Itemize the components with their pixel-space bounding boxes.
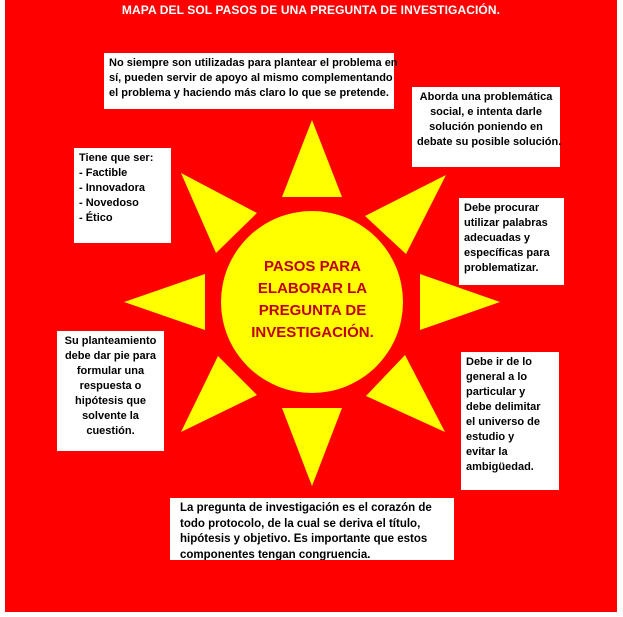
note-line: el universo de [466, 416, 540, 428]
note-box-top [104, 53, 398, 109]
note-line: debe dar pie para [64, 350, 157, 362]
note-box-right-3 [461, 352, 559, 490]
note-line: debe delimitar [466, 401, 541, 413]
center-line: PASOS PARA [264, 258, 361, 275]
note-line: Tiene que ser: [79, 152, 154, 164]
note-line: todo protocolo, de la cual se deriva el título, [180, 517, 421, 530]
center-line: INVESTIGACIÓN. [251, 324, 374, 341]
note-line: evitar la [466, 446, 508, 458]
sun-ray-left [124, 274, 205, 330]
sun-ray-bottom [282, 408, 342, 486]
note-line: - Factible [79, 167, 128, 179]
note-line: Debe procurar [464, 202, 540, 214]
note-line: solución poniendo en [429, 121, 543, 133]
note-box-right-1 [412, 87, 560, 167]
note-line: hipótesis y objetivo. Es importante que estos [180, 533, 428, 545]
note-line: ambigüedad. [466, 461, 534, 473]
note-box-left-2 [57, 331, 164, 451]
note-box-left-1 [74, 148, 171, 243]
sun-center-label [240, 256, 385, 344]
center-line: PREGUNTA DE [258, 302, 367, 319]
note-line: sí, pueden servir de apoyo al mismo complementando [109, 72, 393, 84]
sun-ray-bottom-left [181, 356, 257, 432]
note-line: estudio y [466, 431, 515, 443]
note-line: el problema y haciendo más claro lo que se pretende. [109, 87, 389, 99]
note-line: Debe ir de lo [466, 356, 533, 368]
note-line: específicas para [464, 247, 550, 259]
note-line: No siempre son utilizadas para plantear el problema en [109, 57, 398, 69]
note-box-right-2 [459, 198, 564, 285]
note-line: formular una [76, 365, 145, 377]
sun-ray-top [282, 120, 342, 197]
note-line: - Ético [79, 212, 113, 224]
note-line: debate su posible solución. [417, 136, 562, 148]
note-line: particular y [466, 386, 526, 398]
note-line: - Novedoso [79, 197, 139, 209]
note-line: utilizar palabras [464, 217, 548, 229]
note-line: solvente la [82, 410, 139, 422]
center-line: ELABORAR LA [257, 280, 368, 297]
note-line: respuesta o [79, 380, 142, 392]
note-line: social, e intenta darle [430, 106, 542, 118]
note-line: adecuadas y [464, 232, 531, 244]
note-line: hipótesis que [75, 395, 146, 407]
note-line: La pregunta de investigación es el corazón de [180, 502, 432, 514]
sun-ray-bottom-right [366, 355, 445, 432]
note-line: - Innovadora [79, 182, 146, 194]
note-line: Aborda una problemática [419, 91, 553, 103]
note-line: cuestión. [86, 425, 135, 437]
note-line: problematizar. [464, 262, 539, 274]
note-line: componentes tengan congruencia. [180, 548, 371, 560]
note-line: Su planteamiento [64, 335, 157, 347]
note-line: general a lo [466, 371, 528, 383]
note-box-bottom [170, 498, 454, 560]
diagram-title: MAPA DEL SOL PASOS DE UNA PREGUNTA DE INVESTIGACIÓN. [121, 3, 501, 17]
